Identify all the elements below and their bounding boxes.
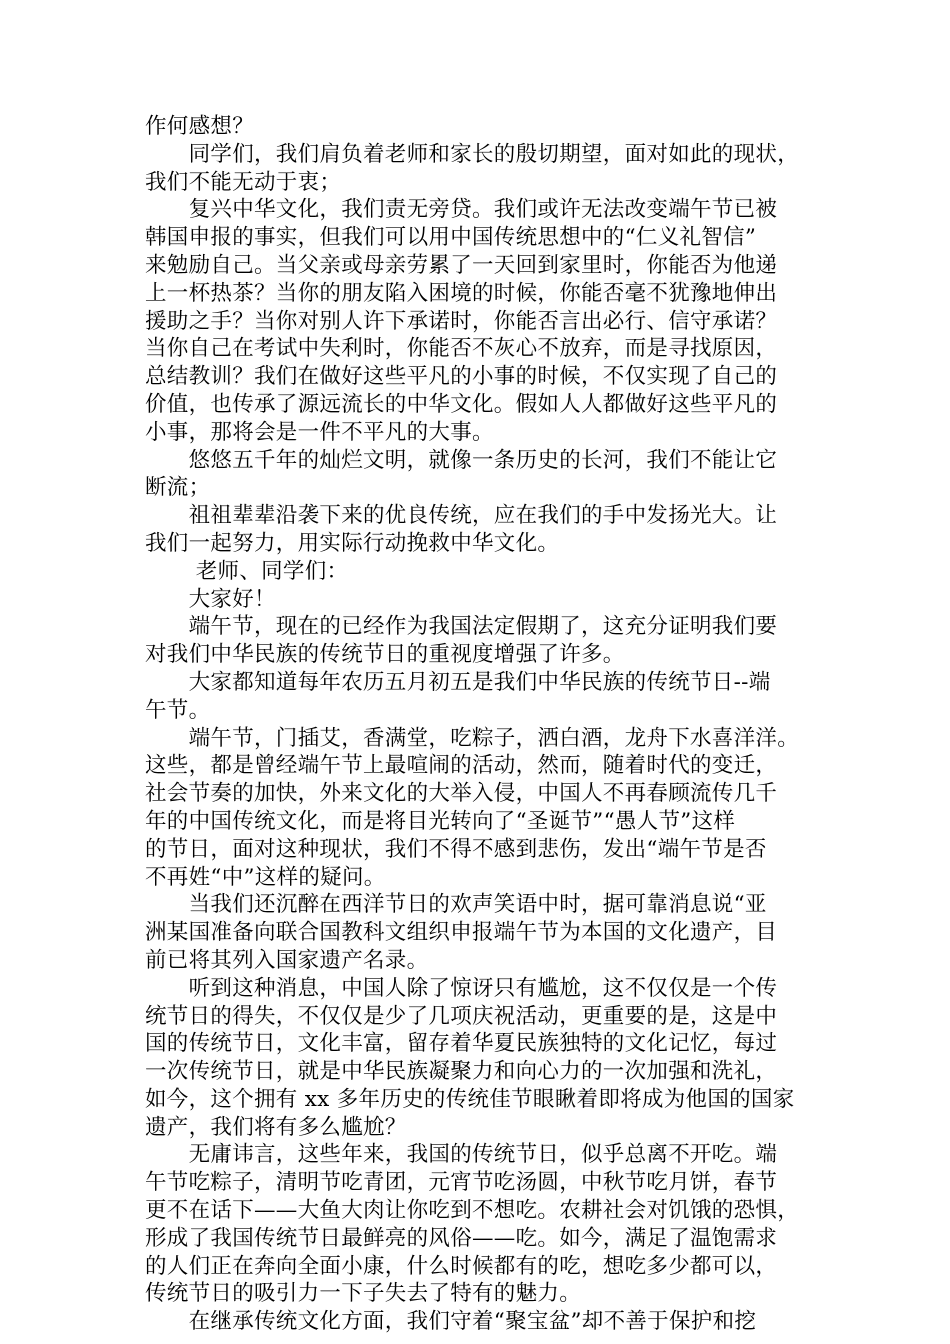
text-line: 的人们正在奔向全面小康，什么时候都有的吃，想吃多少都可以，: [145, 1253, 778, 1279]
text-line: 统节日的得失，不仅仅是少了几项庆祝活动，更重要的是，这是中: [145, 1003, 778, 1029]
text-line: 这些，都是曾经端午节上最喧闹的活动，然而，随着时代的变迁，: [145, 753, 778, 779]
text-line: 当我们还沉醉在西洋节日的欢声笑语中时，据可靠消息说“亚: [145, 892, 767, 918]
text-line: 午节吃粽子，清明节吃青团，元宵节吃汤圆，中秋节吃月饼，春节: [145, 1170, 778, 1196]
text-line: 端午节，门插艾，香满堂，吃粽子，洒白酒，龙舟下水喜洋洋。: [145, 725, 800, 751]
text-line: 对我们中华民族的传统节日的重视度增强了许多。: [145, 642, 625, 668]
text-line: 年的中国传统文化，而是将目光转向了“圣诞节”“愚人节”这样: [145, 808, 736, 834]
text-line: 的节日，面对这种现状，我们不得不感到悲伤，发出“端午节是否: [145, 836, 767, 862]
text-line: 复兴中华文化，我们责无旁贷。我们或许无法改变端午节已被: [145, 197, 778, 223]
text-line: 洲某国准备向联合国教科文组织申报端午节为本国的文化遗产，目: [145, 920, 778, 946]
text-line: 社会节奏的加快，外来文化的大举入侵，中国人不再春顾流传几千: [145, 781, 778, 807]
text-line: 前已将其列入国家遗产名录。: [145, 947, 429, 973]
text-line: 当你自己在考试中失利时，你能否不灰心不放弃，而是寻找原因，: [145, 336, 778, 362]
text-line: 国的传统节日，文化丰富，留存着华夏民族独特的文化记忆，每过: [145, 1031, 778, 1057]
text-line: 同学们，我们肩负着老师和家长的殷切期望，面对如此的现状，: [145, 141, 800, 167]
text-line: 援助之手？当你对别人许下承诺时，你能否言出必行、信守承诺？: [145, 308, 778, 334]
text-line: 听到这种消息，中国人除了惊讶只有尴尬，这不仅仅是一个传: [145, 975, 778, 1001]
text-line: 更不在话下——大鱼大肉让你吃到不想吃。农耕社会对饥饿的恐惧，: [145, 1198, 800, 1224]
text-line: 悠悠五千年的灿烂文明，就像一条历史的长河，我们不能让它: [145, 447, 778, 473]
document-page: [145, 113, 805, 1336]
text-line: 大家都知道每年农历五月初五是我们中华民族的传统节日--端: [145, 669, 771, 695]
text-line: 我们不能无动于衷；: [145, 169, 342, 195]
text-line: 来勉励自己。当父亲或母亲劳累了一天回到家里时，你能否为他递: [145, 252, 778, 278]
text-line: 如今，这个拥有 xx 多年历史的传统佳节眼瞅着即将成为他国的国家: [145, 1086, 795, 1112]
text-line: 我们一起努力，用实际行动挽救中华文化。: [145, 530, 560, 556]
text-line: 无庸讳言，这些年来，我国的传统节日，似乎总离不开吃。端: [145, 1142, 778, 1168]
text-line: 祖祖辈辈沿袭下来的优良传统，应在我们的手中发扬光大。让: [145, 503, 778, 529]
text-line: 午节。: [145, 697, 211, 723]
text-line: 不再姓“中”这样的疑问。: [145, 864, 386, 890]
text-line: 老师、同学们：: [145, 558, 349, 584]
text-line: 大家好！: [145, 586, 276, 612]
text-line: 传统节日的吸引力一下子失去了特有的魅力。: [145, 1281, 582, 1307]
text-line: 形成了我国传统节日最鲜亮的风俗——吃。如今，满足了温饱需求: [145, 1225, 778, 1251]
text-line: 上一杯热茶？当你的朋友陷入困境的时候，你能否毫不犹豫地伸出: [145, 280, 778, 306]
text-line: 在继承传统文化方面，我们守着“聚宝盆”却不善于保护和挖: [145, 1309, 757, 1335]
text-line: 小事，那将会是一件不平凡的大事。: [145, 419, 494, 445]
text-line: 一次传统节日，就是中华民族凝聚力和向心力的一次加强和洗礼，: [145, 1059, 778, 1085]
text-line: 端午节，现在的已经作为我国法定假期了，这充分证明我们要: [145, 614, 778, 640]
text-line: 断流；: [145, 475, 211, 501]
text-line: 遗产，我们将有多么尴尬？: [145, 1114, 407, 1140]
text-line: 价值，也传承了源远流长的中华文化。假如人人都做好这些平凡的: [145, 391, 778, 417]
text-line: 作何感想？: [145, 114, 255, 139]
text-line: 总结教训？我们在做好这些平凡的小事的时候，不仅实现了自己的: [145, 364, 778, 390]
text-line: 韩国申报的事实，但我们可以用中国传统思想中的“仁义礼智信”: [145, 225, 757, 251]
